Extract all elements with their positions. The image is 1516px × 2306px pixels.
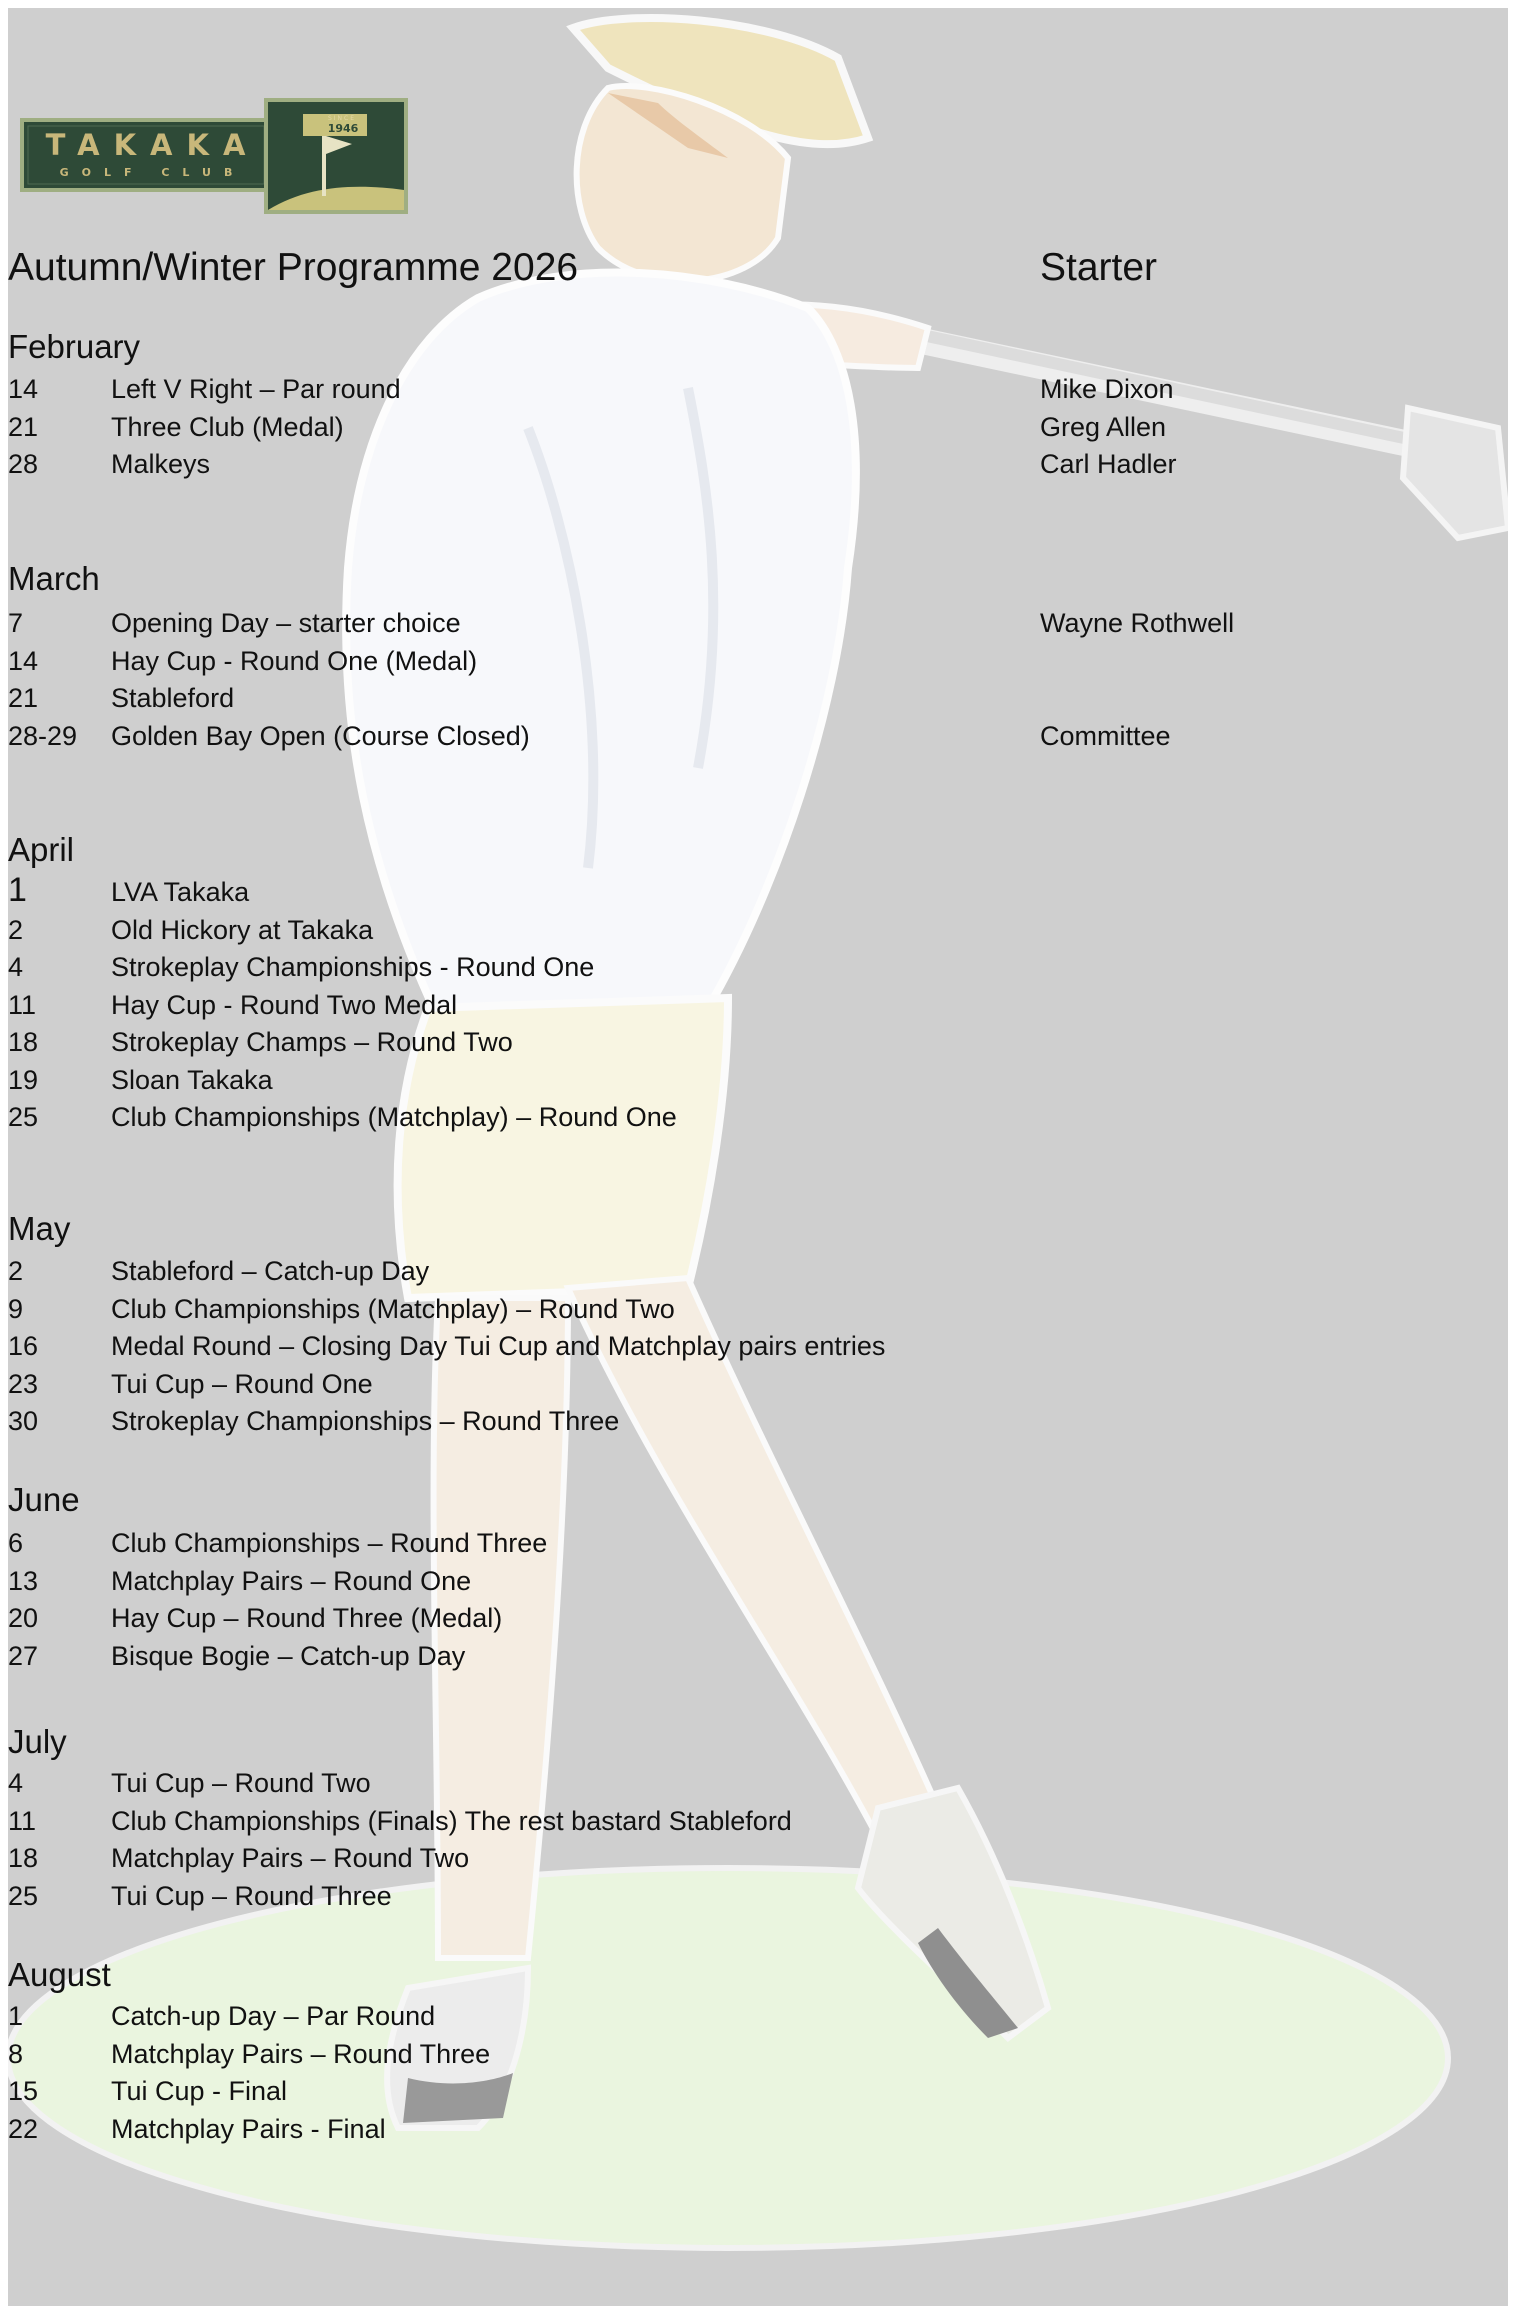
month-heading: February [8, 328, 141, 365]
event-row [8, 1843, 1408, 1879]
event-name: Opening Day – starter choice [111, 608, 461, 638]
month-heading: April [8, 831, 75, 868]
event-row [8, 2039, 1408, 2075]
event-date: 8 [8, 2038, 24, 2069]
logo-club-name: TAKAKA [45, 128, 260, 162]
event-name: Bisque Bogie – Catch-up Day [111, 1640, 466, 1671]
event-starter: Wayne Rothwell [1040, 608, 1235, 638]
starter-column-heading: Starter [1040, 246, 1158, 289]
event-name: Strokeplay Championships – Round Three [111, 1406, 620, 1436]
club-logo [20, 98, 410, 218]
event-date: 6 [8, 1528, 24, 1558]
event-row [8, 1102, 1408, 1138]
event-date: 23 [8, 1368, 39, 1399]
event-starter: Mike Dixon [1040, 374, 1174, 404]
event-date: 18 [8, 1843, 39, 1873]
event-date: 21 [8, 411, 39, 442]
event-name: Tui Cup – Round One [111, 1368, 373, 1399]
event-starter: Carl Hadler [1040, 449, 1177, 479]
event-row [8, 2114, 1408, 2150]
event-date: 7 [8, 608, 24, 638]
month-heading: May [8, 1210, 71, 1247]
event-name: Club Championships (Finals) The rest bastard Stableford [111, 1805, 792, 1836]
golfer-illustration [8, 8, 1508, 2306]
page [8, 8, 1508, 2306]
event-date: 4 [8, 952, 24, 982]
event-name: LVA Takaka [111, 877, 250, 907]
event-starter: Greg Allen [1040, 411, 1167, 442]
page-title: Autumn/Winter Programme 2026 [8, 246, 579, 289]
event-name: Catch-up Day – Par Round [111, 2001, 436, 2031]
event-date: 20 [8, 1603, 39, 1633]
event-name: Sloan Takaka [111, 1064, 273, 1095]
event-row [8, 1806, 1408, 1842]
event-name: Three Club (Medal) [111, 411, 344, 442]
event-name: Club Championships (Matchplay) – Round One [111, 1102, 677, 1132]
event-row [8, 374, 1408, 410]
event-date: 28 [8, 449, 39, 479]
event-date: 25 [8, 1880, 39, 1911]
event-date: 19 [8, 1064, 39, 1095]
event-row [8, 2001, 1408, 2037]
event-name: Tui Cup – Round Two [111, 1768, 371, 1798]
event-date: 21 [8, 683, 39, 713]
event-row [8, 1256, 1408, 1292]
event-date: 1 [8, 2001, 24, 2031]
event-name: Stableford – Catch-up Day [111, 1256, 430, 1286]
event-date: 11 [8, 1805, 37, 1836]
event-date: 25 [8, 1102, 39, 1132]
event-name: Club Championships – Round Three [111, 1528, 548, 1558]
event-row [8, 1331, 1408, 1367]
event-row [8, 683, 1408, 719]
event-row [8, 871, 1408, 913]
event-row [8, 952, 1408, 988]
event-date: 18 [8, 1027, 39, 1057]
event-row [8, 915, 1408, 951]
event-row [8, 412, 1408, 448]
month-heading: August [8, 1956, 111, 1993]
event-date: 14 [8, 374, 39, 404]
event-name: Strokeplay Champs – Round Two [111, 1027, 513, 1057]
event-name: Hay Cup - Round One (Medal) [111, 645, 478, 676]
event-row [8, 449, 1408, 485]
event-name: Hay Cup - Round Two Medal [111, 989, 458, 1020]
event-date: 22 [8, 2113, 39, 2144]
event-row [8, 1641, 1408, 1677]
event-date: 13 [8, 1565, 39, 1596]
event-date: 15 [8, 2076, 39, 2106]
event-name: Tui Cup - Final [111, 2076, 288, 2106]
event-name: Hay Cup – Round Three (Medal) [111, 1603, 503, 1633]
event-row [8, 990, 1408, 1026]
event-date: 27 [8, 1640, 39, 1671]
event-name: Old Hickory at Takaka [111, 914, 374, 945]
event-name: Matchplay Pairs – Round Three [111, 2038, 491, 2069]
event-row [8, 2076, 1408, 2112]
month-heading: March [8, 560, 100, 597]
event-name: Golden Bay Open (Course Closed) [111, 720, 530, 751]
event-name: Matchplay Pairs - Final [111, 2113, 386, 2144]
event-date: 16 [8, 1331, 39, 1361]
event-row [8, 1027, 1408, 1063]
event-starter: Committee [1040, 720, 1171, 751]
event-row [8, 1768, 1408, 1804]
event-name: Stableford [111, 683, 235, 713]
event-date: 1 [8, 871, 27, 909]
event-date: 4 [8, 1768, 24, 1798]
event-row [8, 721, 1408, 757]
logo-year-value: 1946 [327, 122, 359, 135]
event-name: Matchplay Pairs – Round One [111, 1565, 472, 1596]
event-name: Medal Round – Closing Day Tui Cup and Matchplay pairs entries [111, 1331, 886, 1361]
event-row [8, 1065, 1408, 1101]
event-date: 14 [8, 645, 39, 676]
event-date: 9 [8, 1293, 24, 1324]
event-date: 2 [8, 914, 24, 945]
logo-year [322, 115, 362, 135]
event-name: Tui Cup – Round Three [111, 1880, 392, 1911]
event-name: Club Championships (Matchplay) – Round Two [111, 1293, 675, 1324]
event-date: 2 [8, 1256, 24, 1286]
logo-since: SINCE [327, 115, 357, 122]
event-row [8, 1603, 1408, 1639]
month-heading: July [8, 1723, 67, 1760]
event-name: Strokeplay Championships - Round One [111, 952, 595, 982]
logo-subtitle: GOLF CLUB [59, 166, 246, 179]
event-row [8, 1566, 1408, 1602]
month-heading: June [8, 1481, 80, 1518]
event-name: Matchplay Pairs – Round Two [111, 1843, 470, 1873]
event-row [8, 1528, 1408, 1564]
event-row [8, 1294, 1408, 1330]
event-date: 30 [8, 1406, 39, 1436]
event-name: Malkeys [111, 449, 211, 479]
event-date: 11 [8, 989, 37, 1020]
event-row [8, 1881, 1408, 1917]
event-row [8, 1369, 1408, 1405]
event-name: Left V Right – Par round [111, 374, 401, 404]
event-row [8, 646, 1408, 682]
event-row [8, 608, 1408, 644]
event-row [8, 1406, 1408, 1442]
event-date: 28-29 [8, 720, 78, 751]
